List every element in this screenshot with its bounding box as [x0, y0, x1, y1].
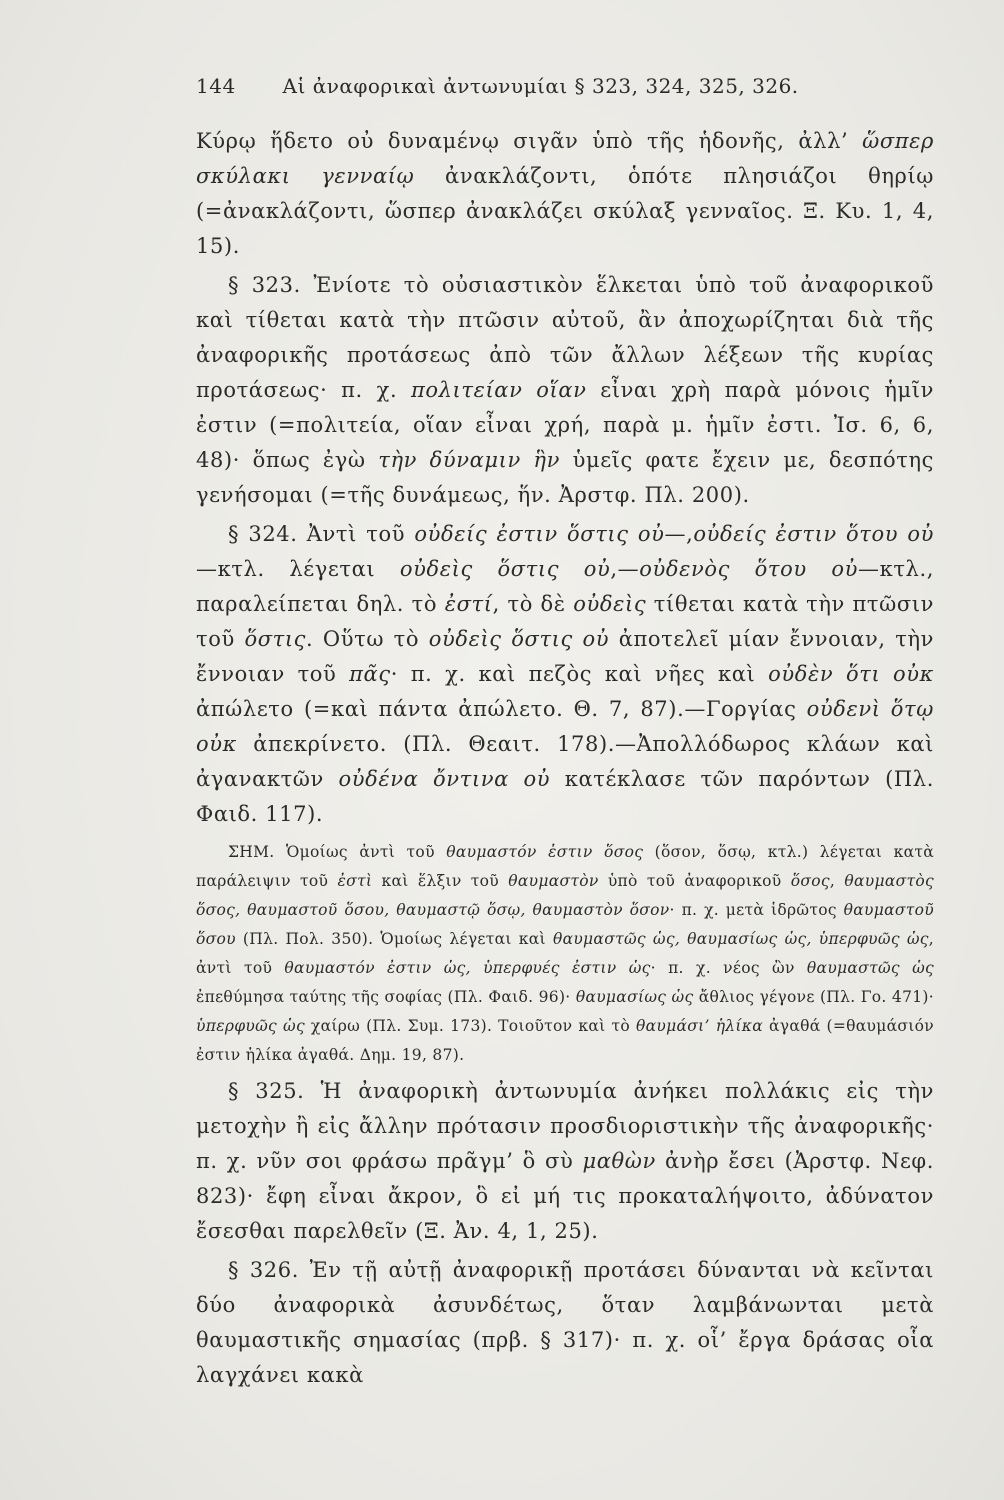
italic-run: οὐδενὶ ὅτῳ οὐκ — [196, 697, 934, 756]
text-run: . Οὕτω τὸ — [306, 627, 429, 651]
text-run: (ὅσον, ὅσῳ, κτλ.) λέγεται κατὰ παράλειψιν τοῦ — [196, 843, 934, 890]
text-run: · π. χ. μετὰ ἱδρῶτος — [669, 901, 844, 919]
text-run: ἀνὴρ ἔσει (Ἀρστφ. Νεφ. 823)· ἔφη εἶναι ἄκρον, ὃ εἰ μή τις προκαταλήψοιτο, ἀδύνατον ἔσεσθαι παρελθεῖν (Ξ. Ἀν. 4, 1, 25). — [196, 1149, 934, 1243]
italic-run: πᾶς — [349, 662, 391, 686]
text-run: —, — [664, 522, 694, 546]
text-run: ὑμεῖς φατε ἔχειν με, δεσπότης γενήσομαι (=τῆς δυνάμεως, ἥν. Ἀρστφ. Πλ. 200). — [196, 448, 934, 507]
text-run: ἀπεκρίνετο. (Πλ. Θεαιτ. 178).—Ἀπολλόδωρος κλάων καὶ ἀγανακτῶν — [196, 732, 934, 791]
italic-run: θαυμαστῶς ὡς — [806, 959, 934, 977]
italic-run: ὑπερφυῶς ὡς — [196, 1017, 305, 1035]
section-324 — [196, 517, 934, 832]
text-run: χαίρω (Πλ. Συμ. 173). Τοιοῦτον καὶ τὸ — [304, 1017, 636, 1035]
italic-run: ὥσπερ σκύλακι γενναίῳ — [196, 129, 934, 188]
text-run: § 324. Ἀντὶ τοῦ — [228, 522, 415, 546]
text-run: τίθεται κατὰ τὴν πτῶσιν τοῦ — [196, 592, 934, 651]
page-body — [196, 124, 934, 1393]
text-run: —κτλ. λέγεται — [196, 557, 400, 581]
italic-run: ἐστὶ — [337, 872, 373, 890]
page-number: 144 — [196, 74, 236, 98]
text-run: ἀπώλετο (=καὶ πάντα ἀπώλετο. Θ. 7, 87).—Γοργίας — [196, 697, 807, 721]
text-run: , ἀντὶ τοῦ — [196, 930, 934, 977]
text-run: Κύρῳ ἥδετο οὐ δυναμένῳ σιγᾶν ὑπὸ τῆς ἡδονῆς, ἀλλ’ — [196, 129, 863, 153]
text-run: ἀποτελεῖ μίαν ἔννοιαν, τὴν ἔννοιαν τοῦ — [196, 627, 935, 686]
running-title: Αἱ ἀναφορικαὶ ἀντωνυμίαι § 323, 324, 325, 326. — [282, 74, 799, 98]
italic-run: ὅστις — [244, 627, 307, 651]
italic-run: οὐδεὶς ὅστις οὐ — [399, 557, 611, 581]
italic-run: θαυμαστοῦ ὅσου — [196, 901, 934, 948]
text-run: , — [829, 872, 845, 890]
italic-run: θαυμαστόν ἐστιν ὡς, ὑπερφυές ἐστιν ὡς — [284, 959, 651, 977]
text-run: (Πλ. Πολ. 350). Ὁμοίως λέγεται καὶ — [235, 930, 553, 948]
text-run: · π. χ. καὶ πεζὸς καὶ νῆες καὶ — [390, 662, 769, 686]
section-325 — [196, 1074, 934, 1249]
text-run: , τὸ δὲ — [492, 592, 574, 616]
text-run: ,— — [610, 557, 640, 581]
italic-run: οὐδενὸς ὅτου οὐ — [639, 557, 858, 581]
text-run: ἄθλιος γέγονε (Πλ. Γο. 471)· — [693, 988, 934, 1006]
text-run: καὶ ἕλξιν τοῦ — [372, 872, 509, 890]
text-run: § 323. Ἐνίοτε τὸ οὐσιαστικὸν ἕλκεται ὑπὸ τοῦ ἀναφορικοῦ καὶ τίθεται κατὰ τὴν πτῶσιν αὐτοῦ, ἂν ἀποχωρίζηται διὰ τῆς ἀναφορικῆς προτάσεως ἀπὸ τῶν ἄλλων λέξεων τῆς κυρίας προτάσεως· π. χ. — [196, 273, 934, 402]
italic-run: θαυμασίως ὡς — [575, 988, 694, 1006]
text-run: ὑπὸ τοῦ ἀναφορικοῦ — [598, 872, 791, 890]
paragraph-continuation — [196, 124, 934, 264]
italic-run: τὴν δύναμιν ἣν — [378, 448, 560, 472]
italic-run: ὅσος — [790, 872, 830, 890]
running-header — [196, 74, 816, 98]
section-326 — [196, 1253, 934, 1393]
italic-run: ἐστί — [444, 592, 493, 616]
italic-run: οὐδεὶς ὅστις οὐ — [428, 627, 610, 651]
italic-run: οὐδείς ἐστιν ὅστις οὐ — [414, 522, 665, 546]
italic-run: θαυμαστὸν — [508, 872, 599, 890]
text-run: ΣΗΜ. Ὁμοίως ἀντὶ τοῦ — [228, 843, 447, 861]
text-run: § 326. Ἐν τῇ αὐτῇ ἀναφορικῇ προτάσει δύνανται νὰ κεῖνται δύο ἀναφορικὰ ἀσυνδέτως, ὅταν λαμβάνωνται μετὰ θαυμαστικῆς σημασίας (πρβ. § 317)· π. χ. οἷ’ ἔργα δράσας οἷα λαγχάνει κακὰ — [196, 1258, 934, 1387]
italic-run: οὐδείς ἐστιν ὅτου οὐ — [693, 522, 934, 546]
italic-run: μαθὼν — [582, 1149, 656, 1173]
text-run: § 325. Ἡ ἀναφορικὴ ἀντωνυμία ἀνήκει πολλάκις εἰς τὴν μετοχὴν ἢ εἰς ἄλλην πρότασιν προσδιοριστικὴν τῆς ἀναφορικῆς· π. χ. νῦν σοι φράσω πρᾶγμ’ ὃ σὺ — [196, 1079, 934, 1173]
text-run: εἶναι χρὴ παρὰ μόνοις ἡμῖν ἐστιν (=πολιτεία, οἵαν εἶναι χρή, παρὰ μ. ἡμῖν ἐστι. Ἰσ. 6, 6, 48)· ὅπως ἐγὼ — [196, 378, 934, 472]
text-run: ἀγαθά (=θαυμάσιόν ἐστιν ἡλίκα ἀγαθά. Δημ. 19, 87). — [196, 1017, 934, 1064]
italic-run: πολιτείαν οἵαν — [411, 378, 587, 402]
note-paragraph — [196, 838, 934, 1070]
italic-run: οὐδεὶς — [573, 592, 647, 616]
italic-run: θαυμαστόν ἐστιν ὅσος — [446, 843, 644, 861]
italic-run: οὐδὲν ὅτι οὐκ — [768, 662, 935, 686]
italic-run: οὐδένα ὄντινα οὐ — [338, 767, 551, 791]
italic-run: θαυμάσι’ ἡλίκα — [635, 1017, 764, 1035]
text-run: · π. χ. νέος ὢν — [650, 959, 807, 977]
italic-run: θαυμαστῶς ὡς, θαυμασίως ὡς, ὑπερφυῶς ὡς — [552, 930, 929, 948]
section-323 — [196, 268, 934, 513]
italic-run: θαυμαστὸς ὅσος, θαυμαστοῦ ὅσου, θαυμαστῷ ὅσῳ, θαυμαστὸν ὅσον — [196, 872, 934, 919]
text-run: ἐπεθύμησα ταύτης τῆς σοφίας (Πλ. Φαιδ. 96)· — [196, 988, 576, 1006]
text-run: —κτλ., παραλείπεται δηλ. τὸ — [196, 557, 935, 616]
text-run: κατέκλασε τῶν παρόντων (Πλ. Φαιδ. 117). — [196, 767, 934, 826]
text-run: ἀνακλάζοντι, ὁπότε πλησιάζοι θηρίῳ (=ἀνακλάζοντι, ὥσπερ ἀνακλάζει σκύλαξ γενναῖος. Ξ. Κυ. 1, 4, 15). — [196, 164, 934, 258]
